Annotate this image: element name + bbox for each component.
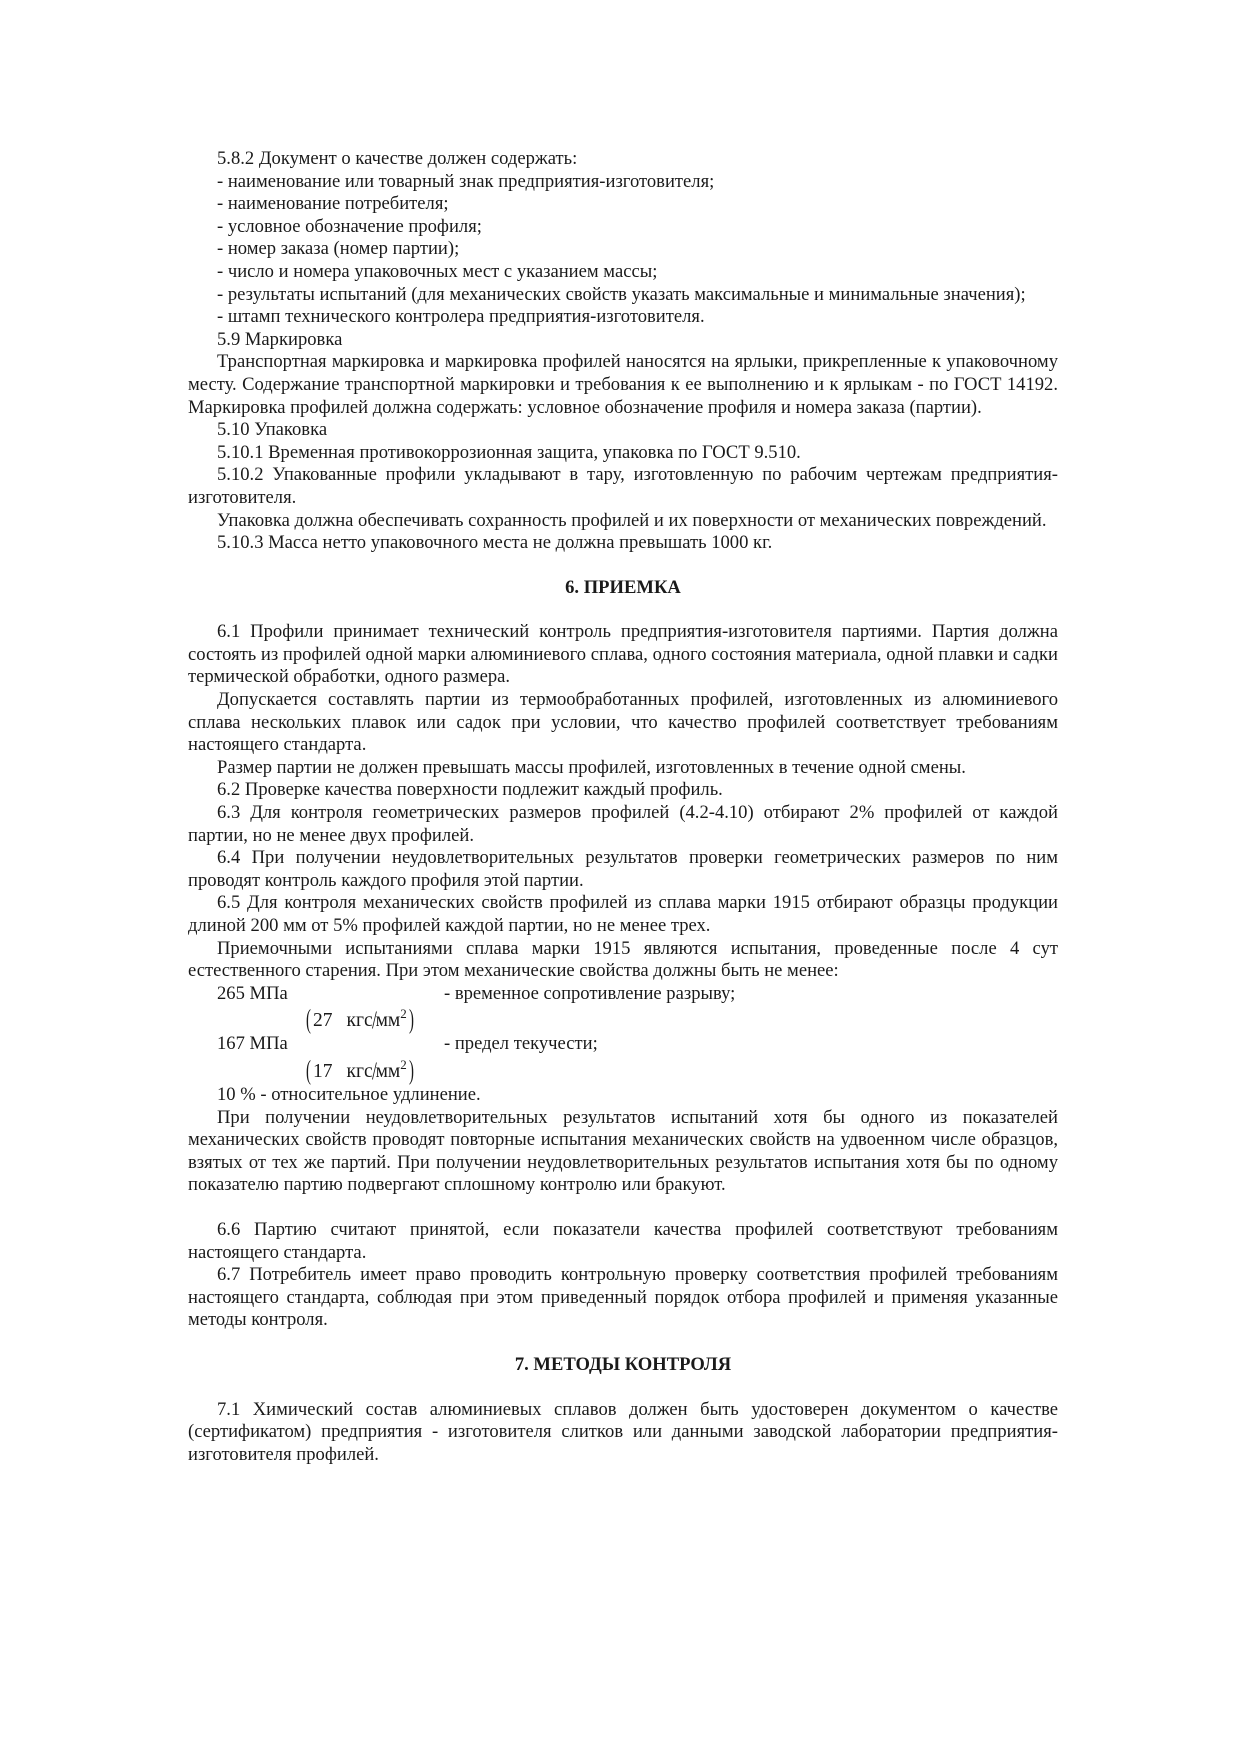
list-item: - наименование или товарный знак предприятия-изготовителя; xyxy=(217,170,715,192)
section-6-heading: 6. ПРИЕМКА xyxy=(565,576,681,598)
blank-line xyxy=(188,1197,1058,1219)
clause-7-1: 7.1 Химический состав алюминиевых сплавов должен быть удостоверен документом о качестве (сертификатом) предприятия - изготовителя слитков или данными заводской лаборатории предприятия-изготовителя профилей. xyxy=(188,1398,1058,1465)
clause-6-6: 6.6 Партию считают принятой, если показатели качества профилей соответствуют требованиям настоящего стандарта. xyxy=(188,1218,1058,1263)
clause-5-10-3: 5.10.3 Масса нетто упаковочного места не должна превышать 1000 кг. xyxy=(217,532,773,554)
document-page xyxy=(188,148,1058,1466)
unit-numerator: кгс xyxy=(346,1010,373,1032)
clause-5-10-2: 5.10.2 Упакованные профили укладывают в тару, изготовленную по рабочим чертежам предприятия-изготовителя. xyxy=(188,464,1058,508)
tensile-strength-value: 265 МПа xyxy=(217,982,288,1004)
clause-5-10-2-packing: Упаковка должна обеспечивать сохранность профилей и их поверхности от механических повреждений. xyxy=(217,509,1047,531)
unit-exponent: 2 xyxy=(400,1006,407,1022)
unit-numerator: кгс xyxy=(346,1060,373,1082)
elongation: 10 % - относительное удлинение. xyxy=(217,1083,481,1105)
unit-denominator: мм xyxy=(375,1060,401,1082)
list-item: - номер заказа (номер партии); xyxy=(217,238,460,260)
clause-5-10-1: 5.10.1 Временная противокоррозионная защита, упаковка по ГОСТ 9.510. xyxy=(217,441,801,463)
tensile-strength-desc: - временное сопротивление разрыву; xyxy=(444,982,736,1004)
yield-strength-row xyxy=(188,1033,1058,1056)
clause-6-2: 6.2 Проверке качества поверхности подлежит каждый профиль. xyxy=(217,779,723,801)
tensile-strength-kgf-row xyxy=(188,1005,1058,1033)
list-item: - наименование потребителя; xyxy=(217,193,449,215)
clause-retest: При получении неудовлетворительных результатов испытаний хотя бы одного из показателей механических свойств проводят повторные испытания механических свойств на удвоенном числе образцов, взятых от тех же партий. При получении неудовлетворительных результатов испытания хотя бы по одному показателю партию подвергают сплошному контролю или бракуют. xyxy=(188,1106,1058,1196)
yield-strength-value: 167 МПа xyxy=(217,1033,288,1055)
clause-6-1-allowed: Допускается составлять партии из термообработанных профилей, изготовленных из алюминиевого сплава нескольких плавок или садок при условии, что качество профилей соответствует требованиям настоящего стандарта. xyxy=(188,689,1058,756)
clause-6-1-size: Размер партии не должен превышать массы профилей, изготовленных в течение одной смены. xyxy=(217,756,966,778)
kgf-value: 27 xyxy=(313,1010,333,1032)
clause-6-5-acceptance: Приемочными испытаниями сплава марки 1915 являются испытания, проведенные после 4 сут естественного старения. При этом механические свойства должны быть не менее: xyxy=(188,937,1058,982)
yield-strength-kgf-formula: ( 17 кгс/$мм^2$) xyxy=(306,1054,414,1085)
clause-6-1: 6.1 Профили принимает технический контроль предприятия-изготовителя партиями. Партия должна состоять из профилей одной марки алюминиевого сплава, одного состояния материала, одной плавки и садки термической обработки, одного размера. xyxy=(188,621,1058,688)
unit-exponent: 2 xyxy=(400,1056,407,1072)
yield-strength-kgf-row xyxy=(188,1056,1058,1084)
unit-denominator: мм xyxy=(375,1010,401,1032)
section-7-heading: 7. МЕТОДЫ КОНТРОЛЯ xyxy=(514,1353,732,1375)
clause-5-9-title: 5.9 Маркировка xyxy=(217,328,343,350)
list-item: - результаты испытаний (для механических свойств указать максимальные и минимальные значения); xyxy=(217,283,1026,305)
clause-5-8-2: 5.8.2 Документ о качестве должен содержать: xyxy=(217,148,578,169)
clause-5-9-text: Транспортная маркировка и маркировка профилей наносятся на ярлыки, прикрепленные к упаковочному месту. Содержание транспортной маркировки и требования к ее выполнению и к ярлыкам - по ГОСТ 14192. Маркировка профилей должна содержать: условное обозначение профиля и номера заказа (партии). xyxy=(188,351,1058,418)
yield-strength-desc: - предел текучести; xyxy=(444,1033,598,1055)
clause-6-3: 6.3 Для контроля геометрических размеров профилей (4.2-4.10) отбирают 2% профилей от каждой партии, но не менее двух профилей. xyxy=(188,802,1058,846)
list-item: - условное обозначение профиля; xyxy=(217,215,482,237)
kgf-value: 17 xyxy=(313,1060,333,1082)
tensile-strength-kgf-formula: ( 27 кгс/$мм^2$) xyxy=(306,1004,414,1035)
clause-6-5: 6.5 Для контроля механических свойств профилей из сплава марки 1915 отбирают образцы продукции длиной 200 мм от 5% профилей каждой партии, но не менее трех. xyxy=(188,892,1058,936)
tensile-strength-row xyxy=(188,983,1058,1006)
clause-6-4: 6.4 При получении неудовлетворительных результатов проверки геометрических размеров по ним проводят контроль каждого профиля этой партии. xyxy=(188,847,1058,891)
list-item: - штамп технического контролера предприятия-изготовителя. xyxy=(217,306,705,328)
clause-6-7: 6.7 Потребитель имеет право проводить контрольную проверку соответствия профилей требованиям настоящего стандарта, соблюдая при этом приведенный порядок отбора профилей и применяя указанные методы контроля. xyxy=(188,1264,1058,1331)
list-item: - число и номера упаковочных мест с указанием массы; xyxy=(217,260,658,282)
clause-5-10-title: 5.10 Упаковка xyxy=(217,419,328,441)
